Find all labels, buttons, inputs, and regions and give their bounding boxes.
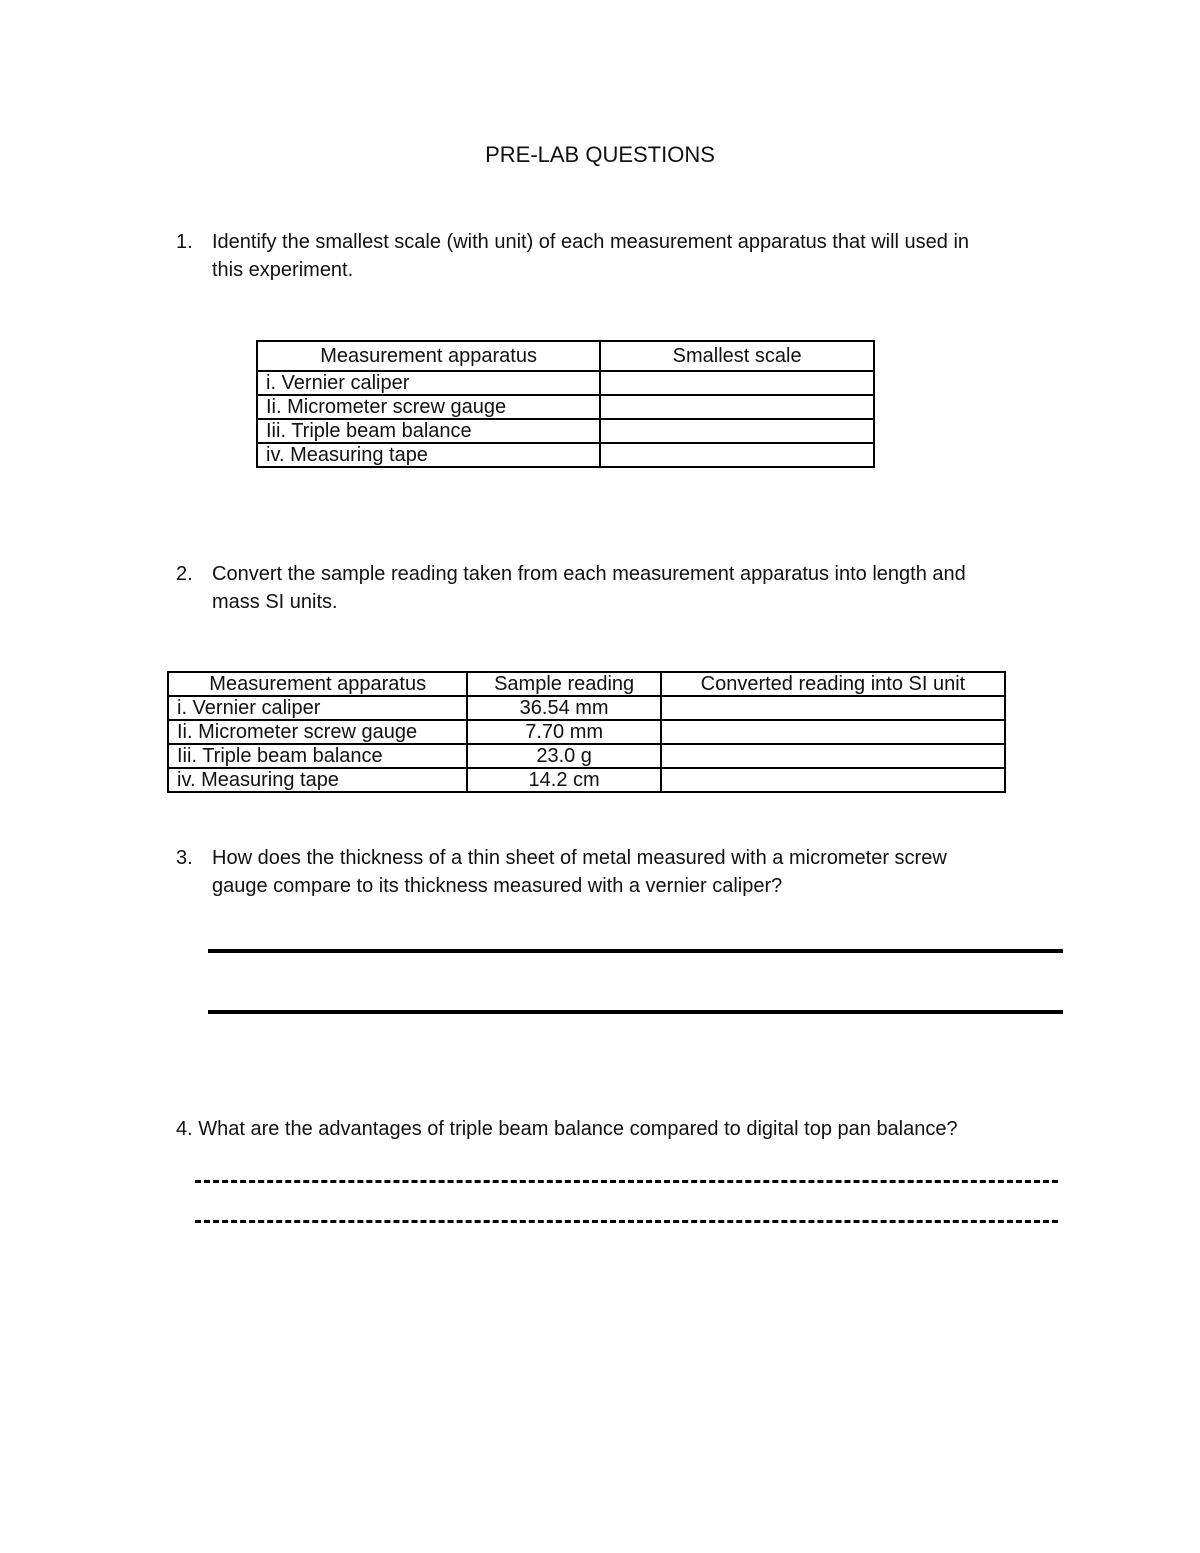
question-2-text-line2: mass SI units. xyxy=(212,591,338,613)
sample-reading-cell: 14.2 cm xyxy=(467,768,660,792)
table-row xyxy=(168,744,1005,768)
answer-cell[interactable] xyxy=(661,720,1005,744)
table-header-row xyxy=(168,672,1005,696)
apparatus-cell: iv. Measuring tape xyxy=(257,443,600,467)
apparatus-cell: Ii. Micrometer screw gauge xyxy=(168,720,467,744)
page-title: PRE-LAB QUESTIONS xyxy=(485,142,715,167)
apparatus-cell: i. Vernier caliper xyxy=(257,371,600,395)
table-header-row xyxy=(257,341,874,371)
answer-cell[interactable] xyxy=(661,696,1005,720)
question-1-text-line1: Identify the smallest scale (with unit) of each measurement apparatus that will used in xyxy=(212,231,970,253)
table-row xyxy=(168,768,1005,792)
table-row xyxy=(257,419,874,443)
smallest-scale-table xyxy=(256,340,875,468)
answer-cell[interactable] xyxy=(600,395,874,419)
table-row xyxy=(257,371,874,395)
table-row xyxy=(168,696,1005,720)
question-1-text-line2: this experiment. xyxy=(212,259,354,281)
apparatus-cell: Iii. Triple beam balance xyxy=(257,419,600,443)
answer-cell[interactable] xyxy=(600,419,874,443)
answer-line[interactable] xyxy=(195,1180,1058,1183)
answer-cell[interactable] xyxy=(600,443,874,467)
answer-cell[interactable] xyxy=(600,371,874,395)
apparatus-cell: i. Vernier caliper xyxy=(168,696,467,720)
sample-reading-cell: 7.70 mm xyxy=(467,720,660,744)
header-converted-reading: Converted reading into SI unit xyxy=(661,672,1005,696)
table-row xyxy=(257,443,874,467)
question-2-text-line1: Convert the sample reading taken from each measurement apparatus into length and xyxy=(212,563,966,585)
conversion-table xyxy=(167,671,1006,793)
question-4 xyxy=(176,1115,1076,1143)
apparatus-cell: iv. Measuring tape xyxy=(168,768,467,792)
question-3 xyxy=(176,844,1076,900)
apparatus-cell: Iii. Triple beam balance xyxy=(168,744,467,768)
header-smallest-scale: Smallest scale xyxy=(600,341,874,371)
answer-line[interactable] xyxy=(195,1220,1058,1223)
sample-reading-cell: 23.0 g xyxy=(467,744,660,768)
answer-cell[interactable] xyxy=(661,768,1005,792)
question-1-number: 1. xyxy=(176,231,193,253)
table-row xyxy=(257,395,874,419)
header-measurement-apparatus: Measurement apparatus xyxy=(168,672,467,696)
answer-line[interactable] xyxy=(208,949,1063,953)
header-sample-reading: Sample reading xyxy=(467,672,660,696)
header-measurement-apparatus: Measurement apparatus xyxy=(257,341,600,371)
question-1 xyxy=(176,228,1076,284)
apparatus-cell: Ii. Micrometer screw gauge xyxy=(257,395,600,419)
table-row xyxy=(168,720,1005,744)
question-4-text: 4. What are the advantages of triple beam balance compared to digital top pan balance? xyxy=(176,1118,958,1140)
question-2 xyxy=(176,560,1076,616)
question-3-text-line2: gauge compare to its thickness measured with a vernier caliper? xyxy=(212,875,783,897)
question-2-number: 2. xyxy=(176,563,193,585)
question-3-text-line1: How does the thickness of a thin sheet of metal measured with a micrometer screw xyxy=(212,847,947,869)
answer-cell[interactable] xyxy=(661,744,1005,768)
answer-line[interactable] xyxy=(208,1010,1063,1014)
sample-reading-cell: 36.54 mm xyxy=(467,696,660,720)
question-3-number: 3. xyxy=(176,847,193,869)
